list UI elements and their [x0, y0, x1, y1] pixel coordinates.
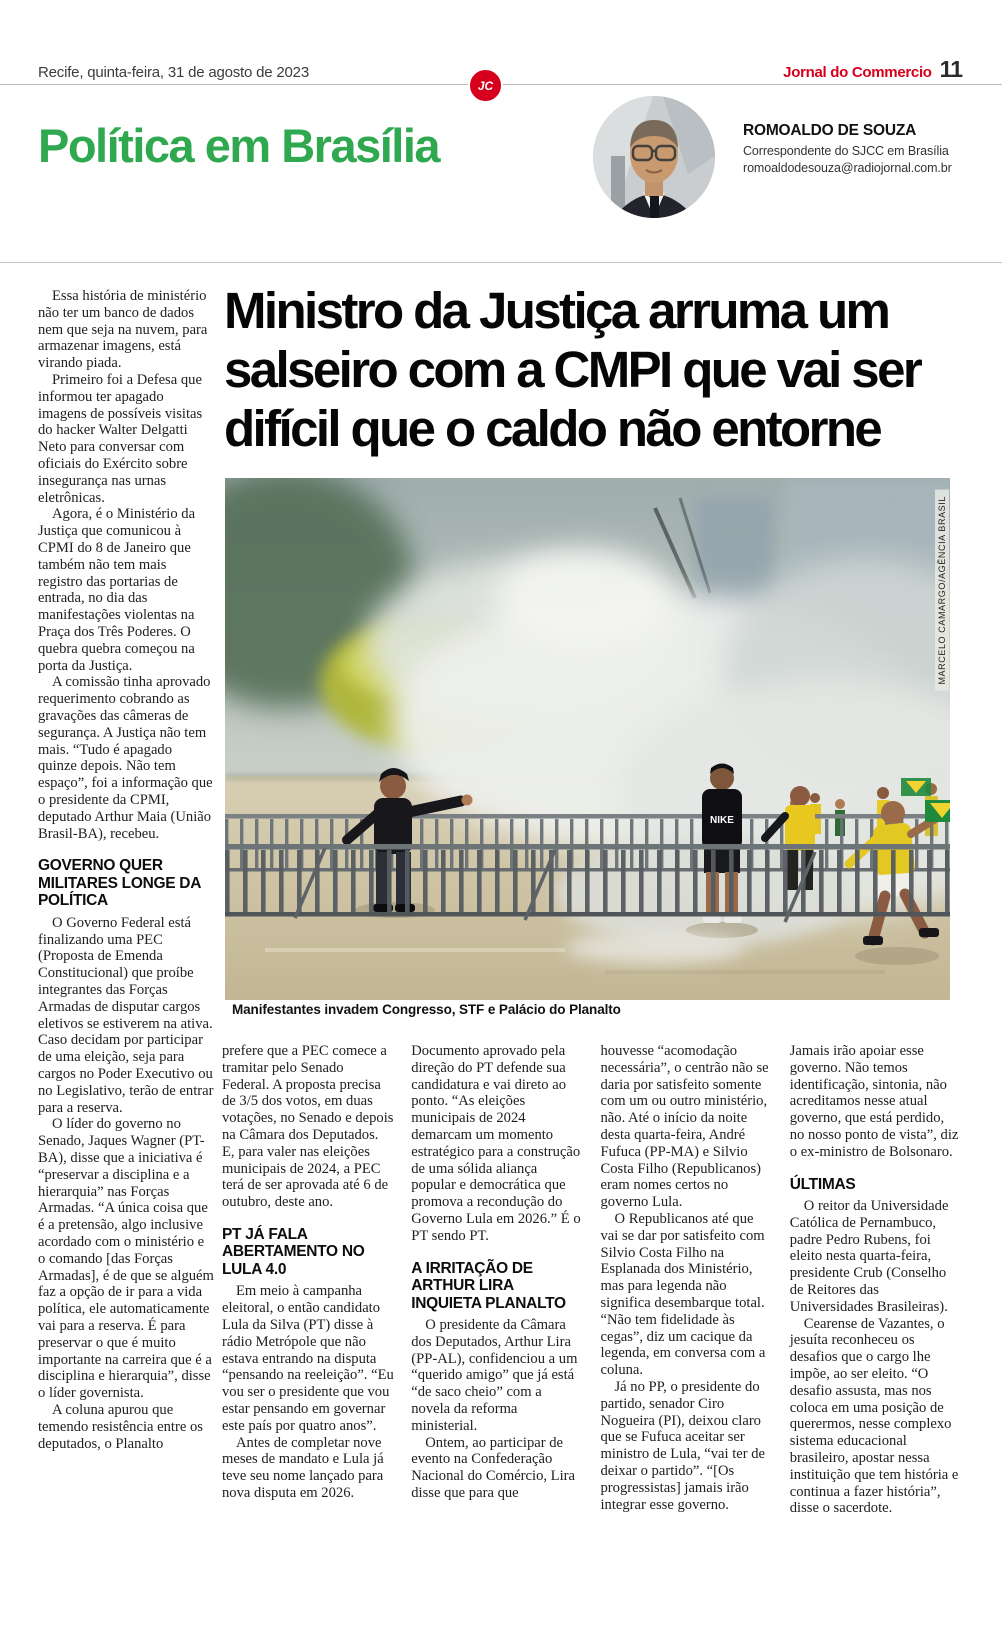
- body-paragraph: Documento aprovado pela direção do PT defende sua candidatura e vai direto ao ponto. “As eleições municipais de 2024 demarcam um momento estratégico para a construção de uma sólida aliança popular e democrática que promova a recondução do Governo Lula em 2026.” É o PT sendo PT.: [411, 1043, 581, 1244]
- author-block: [593, 96, 952, 218]
- body-paragraph: A coluna apurou que temendo resistência entre os deputados, o Planalto: [38, 1401, 203, 1452]
- body-paragraph: Primeiro foi a Defesa que informou ter apagado imagens de possíveis visitas do hacker Walter Delgatti Neto para conversar com oficiais do Exército sobre insegurança nas urnas eletrônicas.: [38, 371, 203, 506]
- article-headline: [224, 281, 1002, 458]
- body-paragraph: houvesse “acomodação necessária”, o centrão não se daria por satisfeito somente com um ou outro ministério, não. Até o início da noite desta quarta-feira, André Fufuca (PP-MA) e Silvio Costa Filho (Republicanos) eram nomes certos no governo Lula.: [600, 1043, 769, 1211]
- headline-line: Ministro da Justiça arruma um: [224, 282, 889, 339]
- column-4: [601, 1043, 773, 1625]
- page-number: 11: [939, 56, 962, 82]
- photo-teargas-puff: [565, 932, 745, 964]
- masthead-name: Jornal do Commercio: [783, 64, 932, 81]
- body-paragraph: Cearense de Vazantes, o jesuíta reconheceu os desafios que o cargo lhe impõe, ao ser eleito. “O desafio assusta, mas nos coloca em uma posição de querermos, nesse complexo sistema educacional brasileiro, apostar nessa instituição que tem história e continua a fazer história”, disse o sacerdote.: [789, 1315, 959, 1517]
- body-paragraph: A comissão tinha aprovado requerimento cobrando as gravações das câmeras de segurança. A Justiça não tem mais. “Tudo é apagado quinze depois. Não tem espaço”, foi a informação que o presidente da CPMI, deputado Arthur Maia (União Brasil-BA), recebeu.: [38, 674, 213, 842]
- masthead: [783, 56, 962, 83]
- body-paragraph: prefere que a PEC comece a tramitar pelo Senado Federal. A proposta precisa de 3/5 dos votos, em duas votações, no Senado e depois na Câmara dos Deputados. E, para valer nas eleições municipais de 2024, a PEC terá de ser aprovada até 6 de outubro, deste ano.: [222, 1043, 394, 1211]
- content-divider: [0, 262, 1002, 263]
- headline-line: difícil que o caldo não entorne: [224, 400, 881, 457]
- protest-photo-illustration: [225, 478, 950, 1000]
- author-meta: [743, 96, 952, 218]
- protest-photo: [225, 478, 950, 1000]
- photo-shirt-logo-text: NIKE: [710, 815, 734, 826]
- body-paragraph: O Governo Federal está finalizando uma PEC (Proposta de Emenda Constitucional) que proíbe integrantes das Forças Armadas de disputar cargos eletivos se estiverem na ativa. Caso decidam por participar de uma eleição, seja para cargos no Poder Executivo ou no Legislativo, terão de entrar para a reserva.: [38, 914, 214, 1116]
- column-2: [222, 1043, 394, 1625]
- body-paragraph: Essa história de ministério não ter um banco de dados nem que seja na nuvem, para armazenar imagens, está virando piada.: [38, 288, 208, 372]
- photo-ground-streak: [265, 948, 565, 952]
- dateline: Recife, quinta-feira, 31 de agosto de 2023: [38, 64, 309, 81]
- photo-smoke: [495, 548, 675, 648]
- author-portrait-illustration: [593, 96, 715, 218]
- photo-ground-streak: [605, 970, 885, 974]
- body-paragraph: Ontem, ao participar de evento na Confederação Nacional do Comércio, Lira disse que para que: [411, 1434, 575, 1502]
- photo-credit: MARCELO CAMARGO/AGÊNCIA BRASIL: [935, 490, 949, 691]
- column-subhead: GOVERNO QUER MILITARES LONGE DA POLÍTICA: [38, 857, 201, 910]
- author-name: ROMOALDO DE SOUZA: [743, 122, 917, 139]
- bottom-columns: [222, 1043, 962, 1625]
- section-title: Política em Brasília: [38, 119, 440, 172]
- jc-logo-text: JC: [477, 78, 494, 93]
- column-5: [790, 1043, 962, 1625]
- body-paragraph: Já no PP, o presidente do partido, senador Ciro Nogueira (PI), deixou claro que se Fufuca aceitar ser ministro de Lula, “vai ter de deixar o partido”. “[Os progressistas] jamais irão integrar esse governo.: [600, 1378, 766, 1513]
- body-paragraph: O presidente da Câmara dos Deputados, Arthur Lira (PP-AL), confidenciou a um “querido amigo” que já está “de saco cheio” com a novela da reforma ministerial.: [411, 1317, 578, 1434]
- author-email-link[interactable]: romoaldodesouza@radiojornal.com.br: [743, 161, 952, 175]
- jc-logo: [468, 68, 503, 103]
- author-role: Correspondente do SJCC em Brasília: [743, 144, 949, 158]
- body-paragraph: O líder do governo no Senado, Jaques Wagner (PT-BA), disse que a iniciativa é “preservar a disciplina e a hierarquia” nas Forças Armadas. “A única coisa que é a pretensão, algo inclusive acordado com o ministério e o comando [das Forças Armadas], é de que se alguém faz a opção de ir para a vida política, ele automaticamente vai para a reserva. É para preservar o que é muito importante na carreira que é a disciplina e hierarquia”, disse o líder governista.: [38, 1116, 214, 1402]
- headline-line: salseiro com a CMPI que vai ser: [224, 341, 921, 398]
- photo-caption: Manifestantes invadem Congresso, STF e Palácio do Planalto: [232, 1002, 621, 1017]
- body-paragraph: Antes de completar nove meses de mandato e Lula já teve seu nome lançado para nova disputa em 2026.: [222, 1434, 384, 1502]
- left-column: [38, 288, 214, 1598]
- photo-barrier-front: [225, 844, 950, 922]
- column-subhead: PT JÁ FALA ABERTAMENTO NO LULA 4.0: [222, 1225, 365, 1278]
- column-subhead: A IRRITAÇÃO DE ARTHUR LIRA INQUIETA PLANALTO: [411, 1259, 566, 1312]
- body-paragraph: Jamais irão apoiar esse governo. Não temos identificação, sintonia, não acreditamos nesse atual governo, que está perdido, no nosso ponto de vista”, diz o ex-ministro de Bolsonaro.: [789, 1043, 959, 1160]
- body-paragraph: O Republicanos até que vai se dar por satisfeito com Silvio Costa Filho na Esplanada dos Ministério, mas para legenda não significa desembarque total. “Não tem fidelidade às cegas”, diz um cacique da legenda, em conversa com a coluna.: [600, 1210, 766, 1379]
- body-paragraph: O reitor da Universidade Católica de Pernambuco, padre Pedro Rubens, foi eleito nesta quarta-feira, presidente Crub (Conselho de Reitores das Universidades Brasileiras).: [789, 1198, 949, 1315]
- author-photo: [593, 96, 715, 218]
- body-paragraph: Em meio à campanha eleitoral, o então candidato Lula da Silva (PT) disse à rádio Metrópole que não estava entrando na disputa “pensando na reeleição”. “Eu vou ser o presidente que vou estar pensando em governar este país por quatro anos”.: [222, 1283, 394, 1434]
- column-3: [411, 1043, 583, 1625]
- column-subhead: ÚLTIMAS: [789, 1175, 856, 1193]
- body-paragraph: Agora, é o Ministério da Justiça que comunicou à CPMI do 8 de Janeiro que também não tem mais registro das portarias de entrada, no dia das manifestações violentas na Praça dos Três Poderes. O quebra quebra começou na porta da Justiça.: [38, 506, 196, 674]
